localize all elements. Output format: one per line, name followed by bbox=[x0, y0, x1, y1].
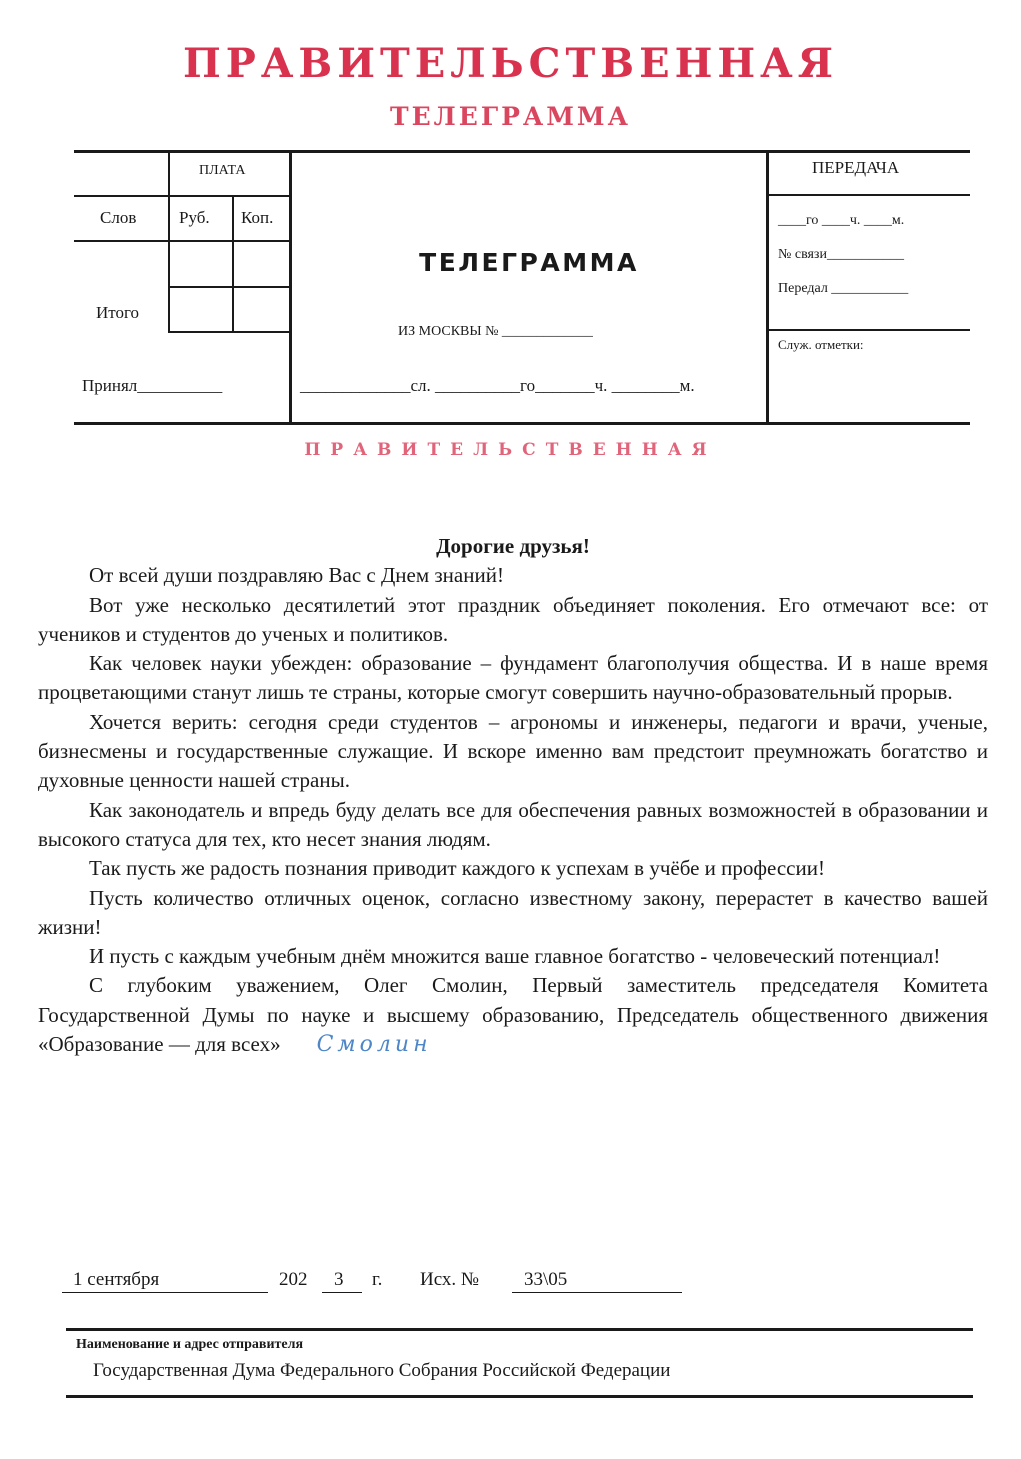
signature: Смолин bbox=[316, 1032, 432, 1058]
letter-greeting: Дорогие друзья! bbox=[436, 534, 590, 558]
letter-paragraph: И пусть с каждым учебным днём множится ваше главное богатство - человеческий потенциал! bbox=[89, 944, 941, 969]
letter-paragraph: Как законодатель и впредь буду делать все для обеспечения равных возможностей в образовании и высокого статуса для тех, кто несет знания людям. bbox=[38, 797, 988, 851]
words-label: Слов bbox=[100, 208, 137, 227]
payment-label: ПЛАТА bbox=[199, 163, 246, 178]
kopecks-label: Коп. bbox=[241, 208, 274, 227]
transmission-time-field: ____го ____ч. ____м. bbox=[778, 213, 905, 228]
year-prefix: 202 bbox=[279, 1269, 308, 1290]
letter-paragraph: Хочется верить: сегодня среди студентов – агрономы и инженеры, педагоги и врачи, ученые, бизнесмены и государственные служащие. И вскоре именно вам предстоит преумножать богатство и духовные ценности нашей страны. bbox=[38, 709, 988, 793]
letter-paragraph: Вот уже несколько десятилетий этот праздник объединяет поколения. Его отмечают все: от учеников и студентов до ученых и политиков. bbox=[38, 592, 988, 646]
letter-paragraph: Так пусть же радость познания приводит каждого к успехам в учёбе и профессии! bbox=[89, 856, 825, 881]
letter-closing bbox=[38, 971, 988, 1059]
total-label: Итого bbox=[96, 303, 140, 322]
reference-label: Исх. № bbox=[420, 1269, 480, 1290]
from-moscow-field: ИЗ МОСКВЫ № _____________ bbox=[398, 324, 593, 339]
letter-paragraph: От всей души поздравляю Вас с Днем знаний! bbox=[89, 563, 504, 588]
reference-number: 33\05 bbox=[524, 1269, 568, 1290]
telegram-subtitle: ТЕЛЕГРАММА bbox=[390, 102, 631, 131]
year-digit: 3 bbox=[334, 1269, 344, 1290]
government-stamp-footer: ПРАВИТЕЛЬСТВЕННАЯ bbox=[304, 440, 717, 460]
letter-body bbox=[38, 532, 988, 1059]
closing-text: С глубоким уважением, Олег Смолин, Первый заместитель председателя Комитета Государственной Думы по науке и высшему образованию, Председатель общественного движения «Образование — для всех» bbox=[38, 973, 988, 1057]
transmission-label: ПЕРЕДАЧА bbox=[812, 158, 900, 177]
rubles-label: Руб. bbox=[179, 208, 210, 227]
center-time-field: _____________сл. __________го_______ч. ________м. bbox=[300, 376, 695, 395]
connection-number-field: № связи___________ bbox=[778, 247, 904, 262]
letter-paragraph: Как человек науки убежден: образование – фундамент благополучия общества. И в наше время процветающими станут лишь те страны, которые смогут совершить научно-образовательный прорыв. bbox=[38, 651, 988, 705]
date-value: 1 сентября bbox=[73, 1269, 160, 1290]
year-suffix: г. bbox=[372, 1269, 383, 1290]
government-title: ПРАВИТЕЛЬСТВЕННАЯ bbox=[183, 40, 838, 87]
service-marks-label: Служ. отметки: bbox=[778, 337, 864, 352]
sent-by-field: Передал ___________ bbox=[778, 281, 909, 296]
sender-name: Государственная Дума Федерального Собрания Российской Федерации bbox=[93, 1360, 671, 1381]
accepted-field: Принял__________ bbox=[82, 376, 223, 395]
letter-paragraph: Пусть количество отличных оценок, согласно известному закону, перерастет в качество вашей жизни! bbox=[38, 885, 988, 939]
sender-label: Наименование и адрес отправителя bbox=[76, 1337, 304, 1352]
telegram-heading: ТЕЛЕГРАММА bbox=[419, 248, 639, 277]
